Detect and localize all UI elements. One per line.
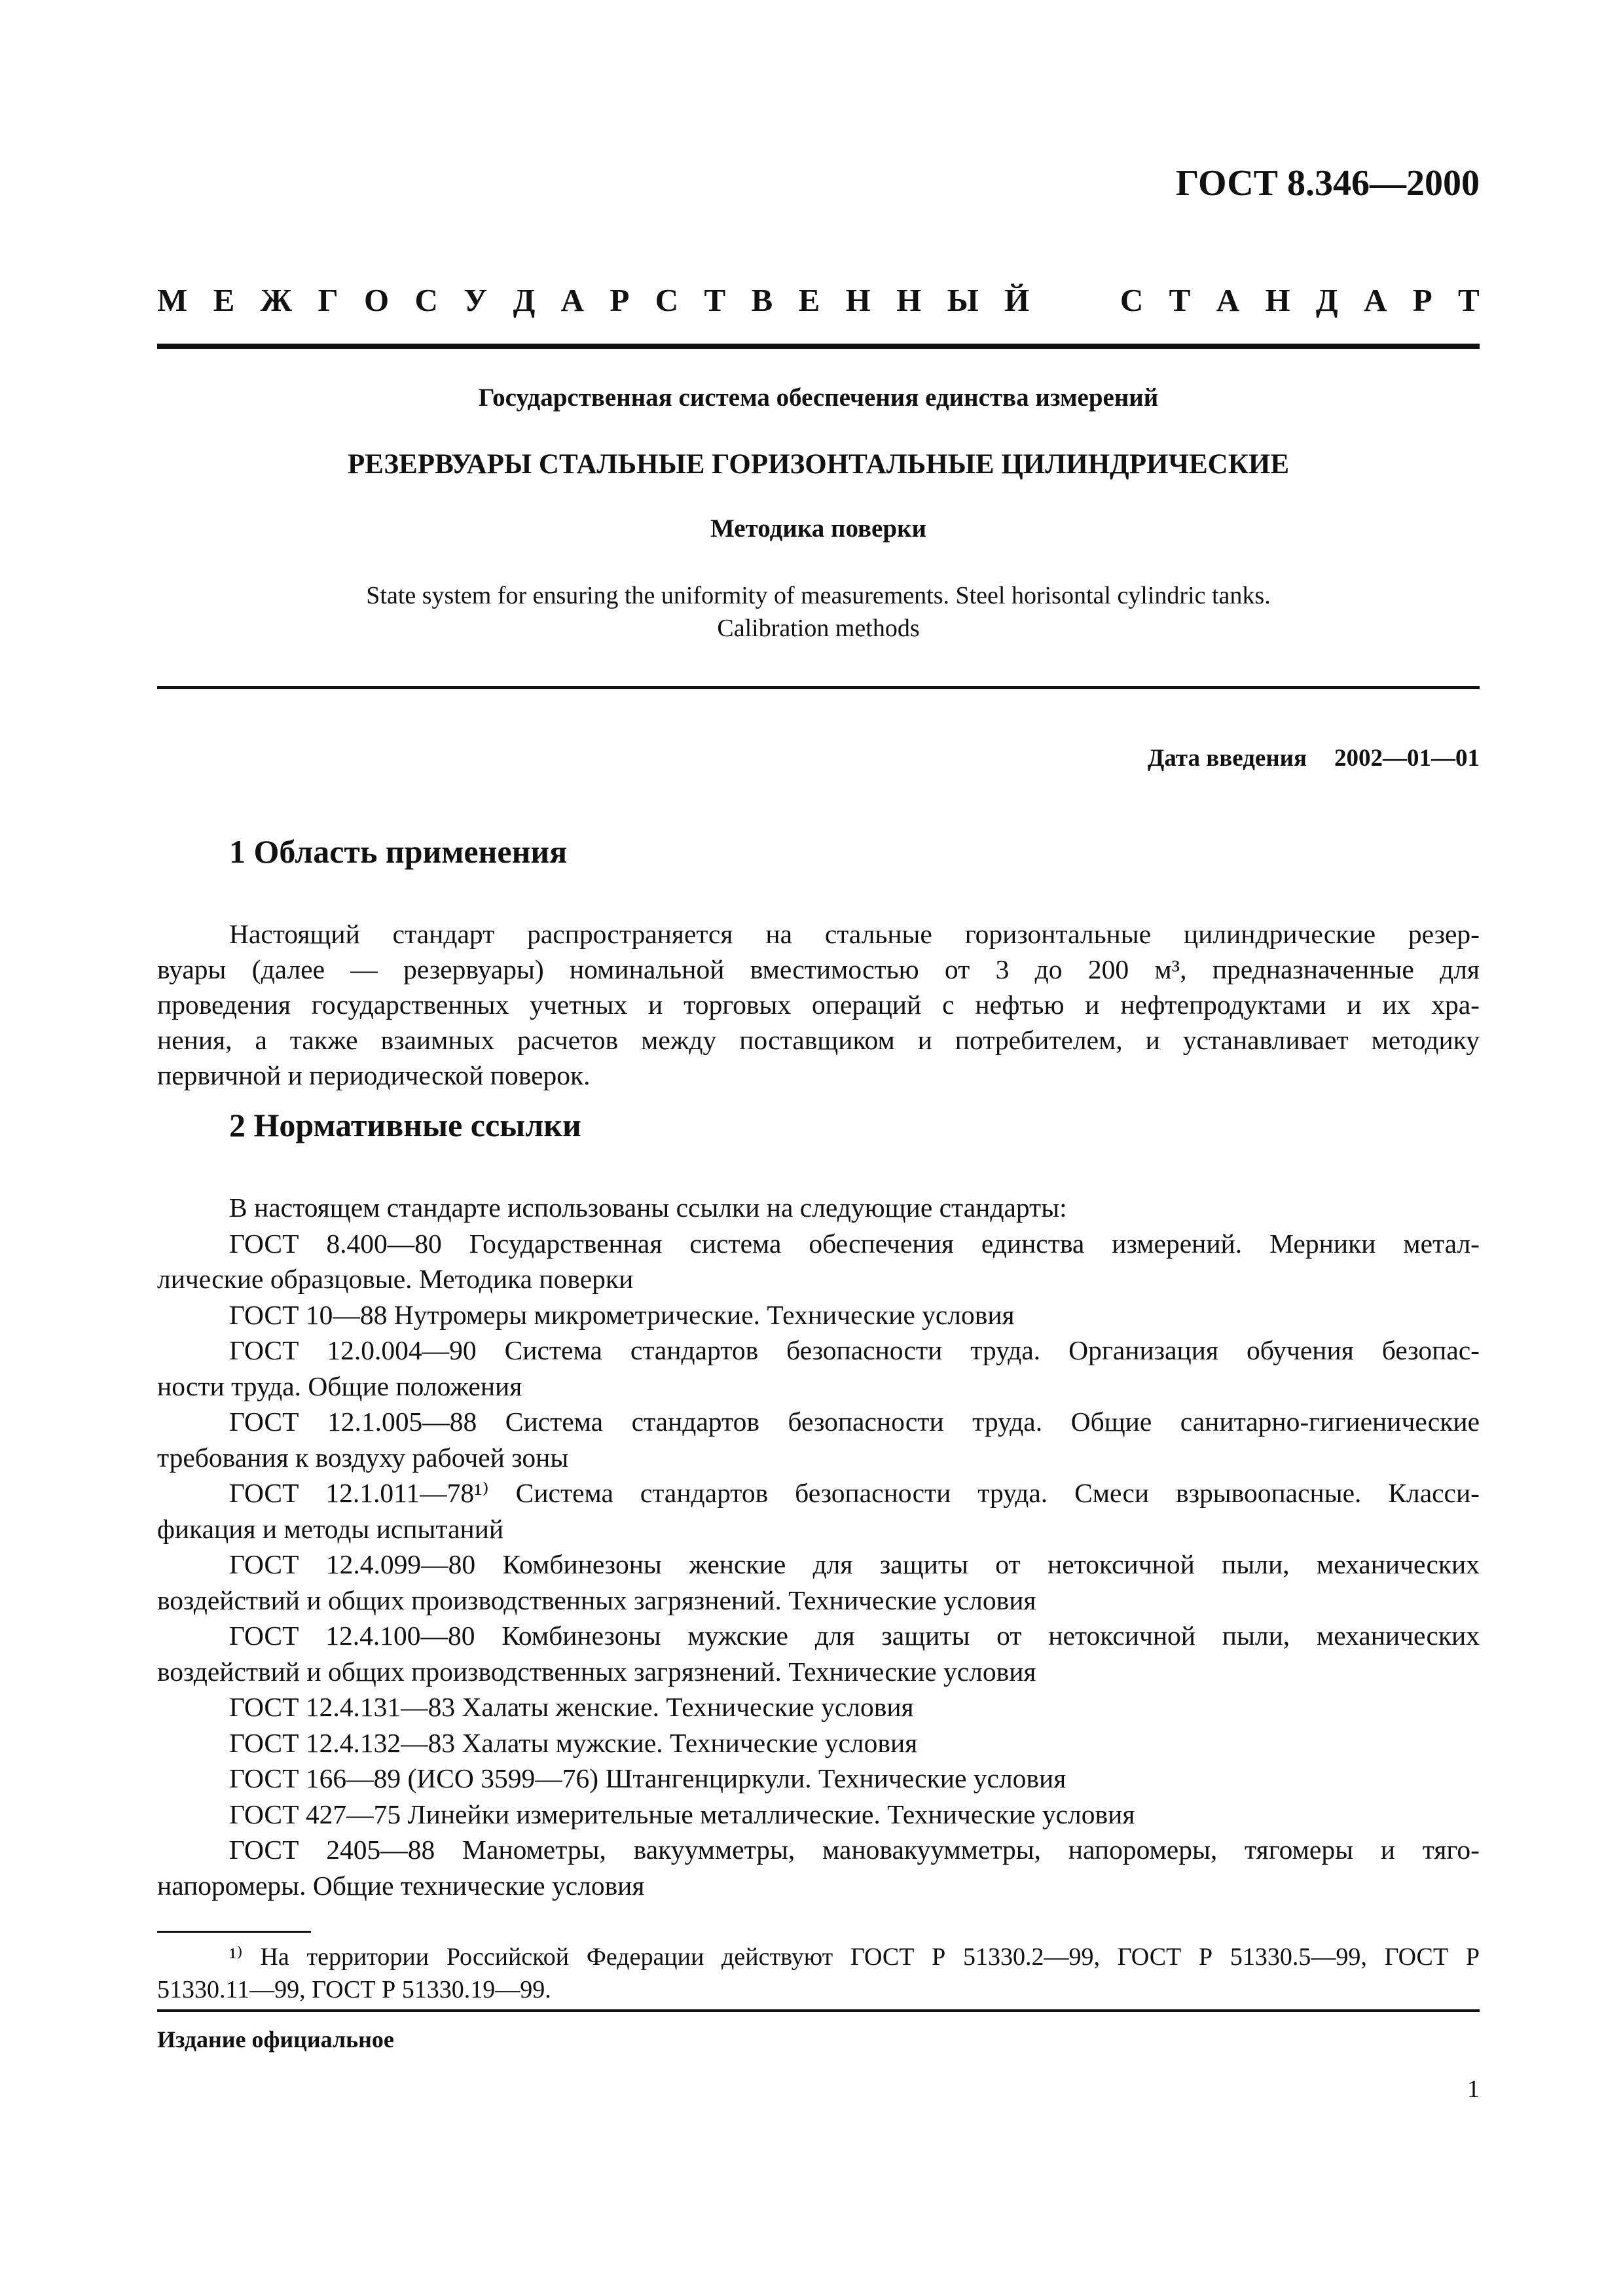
banner-letter: С — [655, 282, 679, 318]
page-number: 1 — [1467, 2075, 1480, 2103]
reference-continuation: ности труда. Общие положения — [157, 1371, 522, 1401]
banner-letter: М — [157, 282, 188, 318]
reference-item: ГОСТ 2405—88 Манометры, вакуумметры, мановакуумметры, напоромеры, тягомеры и тяго- — [229, 1835, 1480, 1865]
banner-letter: Н — [1265, 282, 1290, 318]
banner-letter: Е — [798, 282, 820, 318]
footer-rule — [157, 2009, 1480, 2012]
reference-item: ГОСТ 12.4.131—83 Халаты женские. Технические условия — [229, 1692, 914, 1722]
banner-letter: У — [464, 282, 488, 318]
banner-letter: С — [414, 282, 438, 318]
banner-letter: Ж — [260, 282, 293, 318]
banner-letter: Т — [1458, 282, 1480, 318]
introduction-date — [1148, 744, 1480, 772]
banner-letter: Й — [1004, 282, 1030, 318]
reference-item: ГОСТ 12.4.100—80 Комбинезоны мужские для защиты от нетоксичной пыли, механических — [229, 1621, 1480, 1651]
banner-letter: Г — [318, 282, 338, 318]
footnote-separator — [157, 1931, 311, 1933]
reference-continuation: воздействий и общих производственных загрязнений. Технические условия — [157, 1585, 1036, 1615]
introduction-date-value: 2002—01—01 — [1334, 745, 1480, 772]
paragraph-line: первичной и периодической поверок. — [157, 1060, 591, 1090]
banner-letter: Ы — [947, 282, 979, 318]
reference-item: ГОСТ 8.400—80 Государственная система обеспечения единства измерений. Мерники метал- — [229, 1228, 1480, 1259]
banner-letter: А — [560, 282, 585, 318]
document-number: ГОСТ 8.346—2000 — [1175, 163, 1480, 204]
paragraph-line: проведения государственных учетных и торговых операций с нефтью и нефтепродуктами и их хра- — [157, 990, 1480, 1020]
standard-main-title: РЕЗЕРВУАРЫ СТАЛЬНЫЕ ГОРИЗОНТАЛЬНЫЕ ЦИЛИНДРИЧЕСКИЕ — [347, 449, 1290, 480]
reference-item: ГОСТ 12.4.132—83 Халаты мужские. Технические условия — [229, 1727, 918, 1758]
edition-label: Издание официальное — [157, 2026, 394, 2053]
reference-item: ГОСТ 12.1.005—88 Система стандартов безопасности труда. Общие санитарно-гигиенические — [229, 1407, 1480, 1437]
banner-letter: Н — [845, 282, 871, 318]
reference-continuation: фикация и методы испытаний — [157, 1513, 504, 1544]
banner-letter: А — [1216, 282, 1240, 318]
english-title-line: Calibration methods — [717, 615, 920, 642]
title-rule — [157, 686, 1480, 689]
reference-item: ГОСТ 12.4.099—80 Комбинезоны женские для защиты от нетоксичной пыли, механических — [229, 1549, 1480, 1579]
section-heading: 1 Область применения — [229, 833, 568, 870]
paragraph-line: нения, а также взаимных расчетов между поставщиком и потребителем, и устанавливает методику — [157, 1025, 1480, 1055]
banner-letter: Т — [1169, 282, 1191, 318]
section-heading: 2 Нормативные ссылки — [229, 1107, 581, 1143]
reference-item: В настоящем стандарте использованы ссылки на следующие стандарты: — [229, 1193, 1067, 1223]
english-title-line: State system for ensuring the uniformity of measurements. Steel horisontal cylindric tanks. — [366, 582, 1271, 609]
banner-letter: А — [1364, 282, 1387, 318]
banner-letter: Т — [704, 282, 726, 318]
banner-letter: Р — [610, 282, 630, 318]
banner-gap — [1055, 281, 1095, 319]
header-rule — [157, 344, 1480, 349]
reference-item: ГОСТ 427—75 Линейки измерительные металлические. Технические условия — [229, 1799, 1135, 1829]
banner-letter: С — [1120, 282, 1144, 318]
banner-letter: О — [364, 282, 390, 318]
reference-continuation: лические образцовые. Методика поверки — [157, 1264, 634, 1294]
standard-subtitle: Методика поверки — [710, 514, 926, 543]
standard-type-banner — [157, 281, 1480, 319]
introduction-date-label: Дата введения — [1147, 745, 1307, 772]
reference-continuation: напоромеры. Общие технические условия — [157, 1870, 645, 1901]
footnote-line: ¹⁾ На территории Российской Федерации действуют ГОСТ Р 51330.2—99, ГОСТ Р 51330.5—99, ГОСТ Р — [229, 1943, 1480, 1971]
reference-item: ГОСТ 166—89 (ИСО 3599—76) Штангенциркули. Технические условия — [229, 1763, 1067, 1793]
banner-letter: Н — [896, 282, 922, 318]
banner-letter: Е — [213, 282, 235, 318]
paragraph-line: Настоящий стандарт распространяется на стальные горизонтальные цилиндрические резер- — [229, 919, 1480, 949]
paragraph-line: вуары (далее — резервуары) номинальной вместимостью от 3 до 200 м³, предназначенные для — [157, 954, 1480, 984]
banner-letter: Д — [1315, 282, 1338, 318]
reference-item: ГОСТ 12.0.004—90 Система стандартов безопасности труда. Организация обучения безопас- — [229, 1335, 1480, 1365]
reference-continuation: воздействий и общих производственных загрязнений. Технические условия — [157, 1656, 1036, 1687]
footnote-line: 51330.11—99, ГОСТ Р 51330.19—99. — [157, 1976, 551, 2003]
reference-item: ГОСТ 12.1.011—78¹⁾ Система стандартов безопасности труда. Смеси взрывоопасные. Класси- — [229, 1478, 1480, 1508]
banner-letter: Д — [513, 282, 536, 318]
banner-letter: В — [751, 282, 773, 318]
standard-system-title: Государственная система обеспечения единства измерений — [478, 384, 1159, 412]
reference-item: ГОСТ 10—88 Нутромеры микрометрические. Технические условия — [229, 1299, 1015, 1330]
english-title — [157, 579, 1480, 645]
document-page — [157, 0, 1480, 2296]
reference-continuation: требования к воздуху рабочей зоны — [157, 1442, 569, 1473]
banner-letter: Р — [1412, 282, 1432, 318]
